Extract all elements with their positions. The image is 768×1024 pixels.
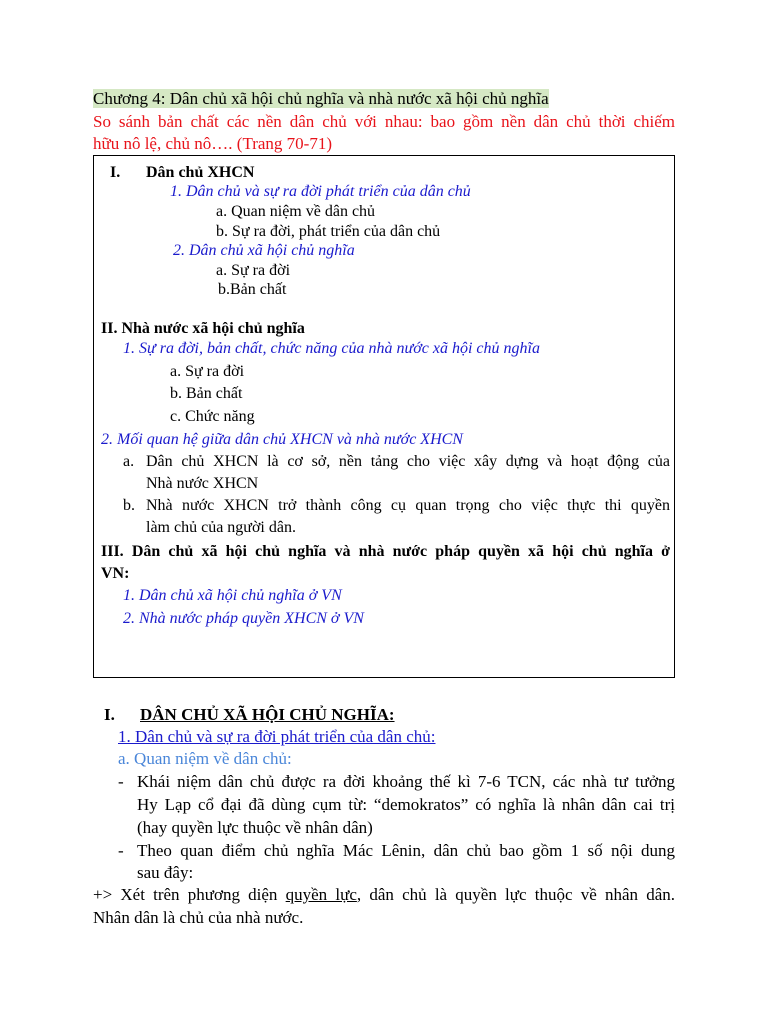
outline-s2-item-2a-label: a. (123, 453, 135, 470)
outline-s2-item-2b-line2: làm chủ của người dân. (146, 519, 296, 536)
body-subheading-1a: a. Quan niệm về dân chủ: (118, 749, 292, 768)
outline-s1-title: Dân chủ XHCN (146, 164, 255, 181)
outline-s2-item-1a: a. Sự ra đời (170, 363, 245, 380)
outline-s1-item-1b: b. Sự ra đời, phát triển của dân chủ (216, 223, 441, 240)
chapter-title: Chương 4: Dân chủ xã hội chủ nghĩa và nhà nước xã hội chủ nghĩa (93, 89, 549, 108)
outline-s1-item-1: 1. Dân chủ và sự ra đời phát triển của dân chủ (170, 183, 471, 200)
body-heading-title: DÂN CHỦ XÃ HỘI CHỦ NGHĨA: (140, 705, 395, 724)
outline-s1-number: I. (110, 164, 121, 181)
bullet-1-line2: Hy Lạp cổ đại đã dùng cụm từ: “demokratos” có nghĩa là nhân dân cai trị (137, 795, 675, 814)
paragraph-line2: Nhân dân là chủ của nhà nước. (93, 908, 304, 927)
outline-s3-line2: VN: (101, 565, 130, 582)
outline-s1-item-2: 2. Dân chủ xã hội chủ nghĩa (173, 242, 355, 259)
outline-s3-item-2: 2. Nhà nước pháp quyền XHCN ở VN (123, 610, 364, 627)
outline-s1-item-2a: a. Sự ra đời (216, 262, 291, 279)
bullet-marker-1: - (118, 772, 124, 791)
note-line-1: So sánh bản chất các nền dân chủ với nhau: bao gồm nền dân chủ thời chiếm (93, 112, 675, 131)
outline-s2-item-2b-label: b. (123, 497, 135, 514)
bullet-1-line3: (hay quyền lực thuộc về nhân dân) (137, 818, 373, 837)
body-subheading-1: 1. Dân chủ và sự ra đời phát triển của dân chủ: (118, 727, 436, 746)
outline-s3-item-1: 1. Dân chủ xã hội chủ nghĩa ở VN (123, 587, 342, 604)
outline-s2-item-2: 2. Mối quan hệ giữa dân chủ XHCN và nhà nước XHCN (101, 431, 463, 448)
bullet-2-line2: sau đây: (137, 863, 194, 882)
outline-s2-item-1c: c. Chức năng (170, 408, 255, 425)
bullet-marker-2: - (118, 841, 124, 860)
outline-s2-item-2b-line1: Nhà nước XHCN trở thành công cụ quan trọng cho việc thực thi quyền (146, 497, 670, 514)
outline-s3-line1: III. Dân chủ xã hội chủ nghĩa và nhà nước pháp quyền xã hội chủ nghĩa ở (101, 543, 670, 560)
body-heading-number: I. (104, 705, 115, 724)
outline-s2-item-2a-line1: Dân chủ XHCN là cơ sở, nền tảng cho việc xây dựng và hoạt động của (146, 453, 670, 470)
bullet-2-line1: Theo quan điểm chủ nghĩa Mác Lênin, dân chủ bao gồm 1 số nội dung (137, 841, 675, 860)
paragraph-line1: +> Xét trên phương diện quyền lực, dân chủ là quyền lực thuộc về nhân dân. (93, 885, 675, 904)
underlined-term: quyền lực (285, 885, 357, 904)
outline-s2-title: II. Nhà nước xã hội chủ nghĩa (101, 320, 305, 337)
bullet-1-line1: Khái niệm dân chủ được ra đời khoảng thế kì 7-6 TCN, các nhà tư tưởng (137, 772, 675, 791)
outline-s2-item-1b: b. Bản chất (170, 385, 243, 402)
outline-s1-item-1a: a. Quan niệm về dân chủ (216, 203, 376, 220)
outline-s2-item-1: 1. Sự ra đời, bản chất, chức năng của nhà nước xã hội chủ nghĩa (123, 340, 540, 357)
note-line-2: hữu nô lệ, chủ nô…. (Trang 70-71) (93, 134, 333, 153)
outline-s1-item-2b: b.Bản chất (218, 281, 287, 298)
outline-s2-item-2a-line2: Nhà nước XHCN (146, 475, 259, 492)
